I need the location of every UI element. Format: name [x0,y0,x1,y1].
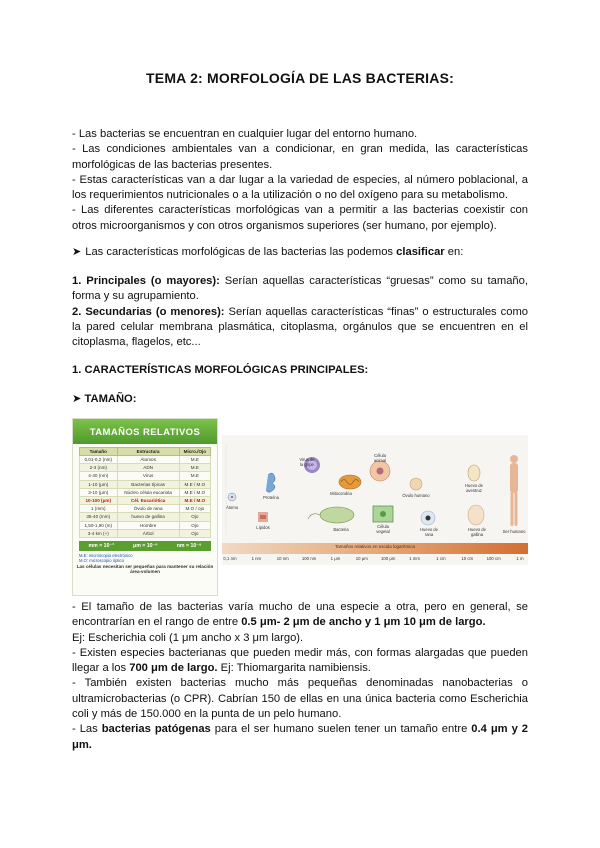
size-bold: 0.4 μm y 2 μm. [72,723,528,751]
table-cell: M.O / ojo [179,505,210,513]
table-row [80,472,211,480]
table-row [80,529,211,537]
table-row [80,464,211,472]
table-cell: 0,01-0,2 (nm) [80,456,118,464]
lipid-icon [258,512,268,522]
table-cell: Ojo [179,513,210,521]
frog-egg-icon [421,511,435,525]
unit-nm: nm = 10⁻⁹ [176,542,202,549]
table-cell: 1,50-1,90 (m) [80,521,118,529]
table-cell: Cél. Eucariótica [117,496,179,504]
protein-icon [266,473,275,492]
microscope-legend [79,553,211,563]
type-text: Serían aquellas características “finas” o estructurales como la pared celular membrana plasmática, citoplasma, orgánulos que se encuentren en el citoplasma, flagelos, etc... [72,305,529,349]
table-cell: huevo de gallina [117,513,179,521]
table-cell: Átomos [117,456,179,464]
ostrich-egg-icon [468,465,480,481]
type-label: 1. Principales (o mayores): [72,275,220,287]
unit-mm: mm = 10⁻³ [88,542,114,549]
size-note: Las células necesitan ser pequeñas para mantener su relación área-volumen [76,563,214,575]
size-para-3 [72,646,528,677]
illus-label: Huevo de avestruz [465,483,483,493]
table-header: Micro./Ojo [179,448,210,456]
table-cell: Núcleo célula eucariota [117,488,179,496]
table-cell: Bacterias típicas [117,480,179,488]
type-label: 2. Secundarias (o menores): [72,305,225,318]
hen-egg-icon [468,505,484,525]
size-bold: 700 μm de largo. [129,662,218,675]
intro-line: - Las diferentes características morfológicas van a permitir a las bacterias coexistir con otros microorganismos y con otros organismos superiores (ser humano, por ejemplo). [72,204,528,232]
table-cell: ADN [117,464,179,472]
table-cell: Árbol [117,529,179,537]
illus-label: Óvulo humano [402,493,430,498]
illus-label: Ser humano [502,529,526,534]
classify-end: en: [444,246,464,258]
illus-label: Virus de la gripe [299,457,315,467]
table-cell: 10-100 (μm) [80,496,118,504]
size-table-title: TAMAÑOS RELATIVOS [73,419,217,444]
illus-label: Célula vegetal [376,524,390,534]
table-cell: M.E / M.O [179,496,210,504]
table-cell: 4-40 (nm) [80,472,118,480]
table-row [80,488,211,496]
table-header: Tamaño [80,448,118,456]
illus-label: Lípidos [256,525,270,530]
illus-label: Huevo de rana [420,527,438,537]
classify-bold: clasificar [396,246,445,258]
table-cell: 1 (mm) [80,505,118,513]
unit-um: μm = 10⁻⁶ [133,542,158,549]
section-heading: 1. CARACTERÍSTICAS MORFOLÓGICAS PRINCIPALES: [72,364,369,376]
scale-tick-labels [222,556,528,565]
bacteria-icon [308,507,354,523]
illus-label: Mitocondria [330,491,352,496]
scale-tick-label: 10 nm [276,556,289,561]
table-cell: 3-4 km (+) [80,529,118,537]
type-text: Serían aquellas características “gruesas” como su tamaño, forma y su agrupamiento. [72,275,528,303]
table-cell: M.E / M.O [179,480,210,488]
scale-tick-label: 1 nm [251,556,262,561]
intro-paragraphs [72,127,528,234]
size-text: - El tamaño de las bacterias varía mucho de una especie a otra, pero en general, se encontrarían en el rango de entre [72,601,528,629]
scale-tick-label: 10 cm [461,556,474,561]
table-cell: 2-3 (nm) [80,464,118,472]
human-icon [510,455,518,526]
atom-icon [228,493,236,501]
size-para-1 [72,600,528,631]
table-row [80,496,211,504]
scale-tick-label: 0,1 nm [223,556,237,561]
scale-tick-label: 10 μm [355,556,368,561]
scale-tick-label: 1 μm [330,556,341,561]
page-title: TEMA 2: MORFOLOGÍA DE LAS BACTERIAS: [146,70,454,86]
table-cell: Ojo [179,521,210,529]
subheading-size: ➤ TAMAÑO: [72,393,137,405]
size-para-2: Ej: Escherichia coli (1 μm ancho x 3 μm largo). [72,631,304,644]
size-text: - Las [72,723,102,736]
table-cell: Ojo [179,529,210,537]
illus-label: Átomo [225,505,239,510]
type-item [72,305,528,351]
size-bold: 0.5 μm- 2 μm de ancho y 1 μm 10 μm de largo. [241,616,486,629]
size-table [79,447,211,538]
table-cell: Virus [117,472,179,480]
table-cell: M.E [179,472,210,480]
size-para-5 [72,722,528,753]
table-cell: M.E [179,456,210,464]
size-text: Ej: Thiomargarita namibiensis. [217,662,371,675]
table-cell: M.E / M.O [179,488,210,496]
size-table-panel [72,418,218,596]
scale-tick-label: 100 cm [486,556,501,561]
legend-me: M.E: microscopio electrónico [79,552,133,558]
scale-tick-label: 1 cm [436,556,446,561]
table-row [80,513,211,521]
scale-tick-label: 1 mm [409,556,420,561]
ovule-icon [410,478,422,490]
table-cell: M.E [179,464,210,472]
units-bar [79,541,211,551]
size-text: para el ser humano suelen tener un tamaño entre [210,723,472,736]
animal-cell-icon [370,461,390,481]
table-cell: 35-40 (mm) [80,513,118,521]
table-cell: 3-10 (μm) [80,488,118,496]
scale-tick-label: 1 m [516,556,524,561]
scale-tick-label: 100 nm [301,556,317,561]
arrow-icon: ➤ [72,246,82,258]
scale-tick-label: 100 μm [380,556,396,561]
illus-label: Bacteria [333,527,349,532]
intro-line: - Las bacterias se encuentran en cualquier lugar del entorno humano. [72,128,418,140]
table-row [80,480,211,488]
legend-mo: M.O: microscopio óptico [79,557,124,563]
mitochondria-icon [339,475,361,489]
illus-label: Célula animal [373,453,387,463]
table-row [80,456,211,464]
log-scale-bar [222,543,528,554]
size-paragraphs [72,600,528,753]
table-row [80,521,211,529]
size-para-4: - También existen bacterias mucho más pequeñas denominadas nanobacterias o ultramicrobacterias (o CPR). Cabrían 150 de ellas en una única bacteria como Escherichia coli y más de 150.000 en la punta de un pelo humano. [72,677,528,721]
type-item [72,274,528,305]
table-header-row [80,448,211,456]
size-bold: bacterias patógenas [101,723,211,736]
intro-line: - Estas características van a dar lugar a la variedad de especies, al número poblacional, a los requerimientos nutricionales o a la utilización o no del oxígeno para su metabolismo. [72,173,528,202]
table-cell: Óvulo de rana [117,505,179,513]
illus-label: Huevo de gallina [468,527,486,537]
plant-cell-icon [373,506,393,522]
size-text: - Existen especies bacterianas que pueden medir más, con formas alargadas que pueden llegar a los [72,646,528,675]
intro-line: - Las condiciones ambientales van a condicionar, en gran medida, las características morfológicas de las bacterias presentes. [72,143,528,171]
table-row [80,505,211,513]
table-cell: Hombre [117,521,179,529]
classify-line [72,245,528,260]
classify-text: Las características morfológicas de las bacterias las podemos [85,246,397,258]
table-cell: 1-10 (μm) [80,480,118,488]
classification-types [72,274,528,350]
scale-title: Tamaños relativos en escala logarítmica [334,544,416,549]
illus-label: Proteína [263,495,279,500]
table-header: Estructura [117,448,179,456]
